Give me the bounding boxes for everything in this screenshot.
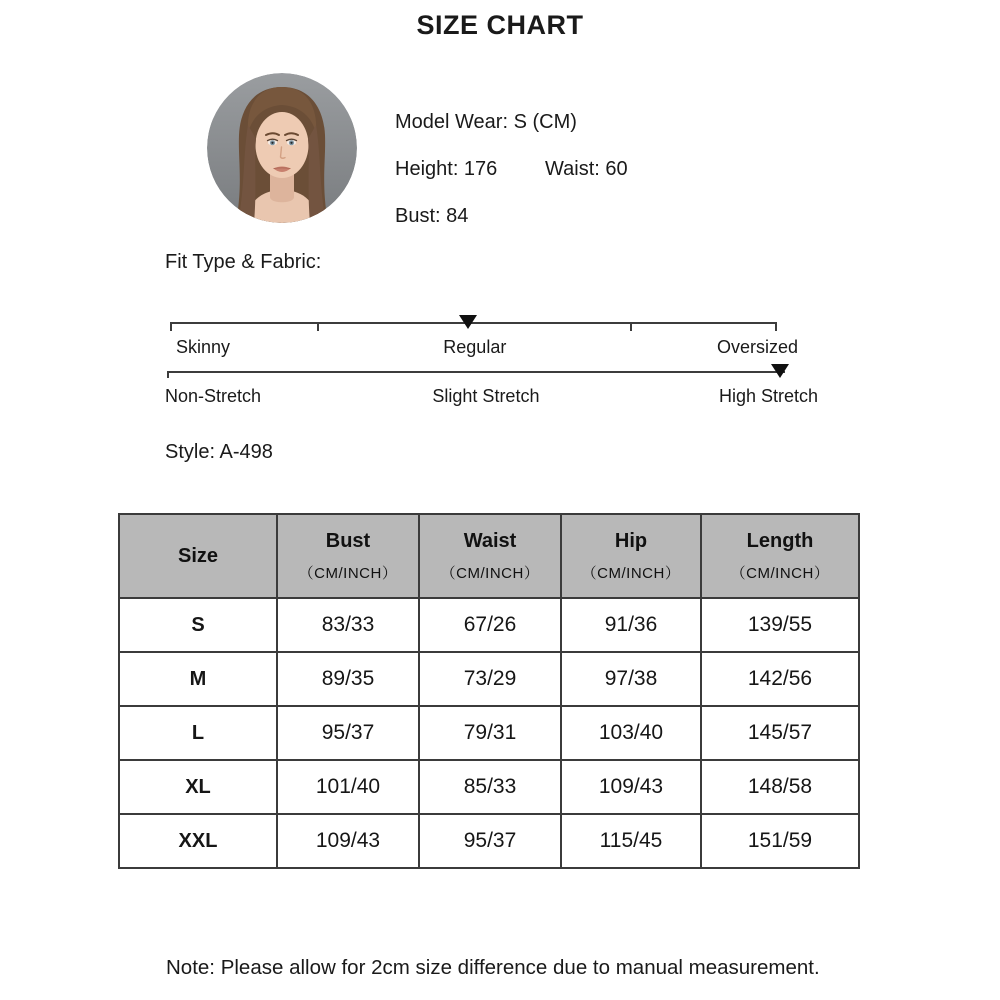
- fit-type-fabric-label: Fit Type & Fabric:: [165, 251, 322, 273]
- fit-fabric-scales: [165, 315, 820, 411]
- fit-scale-tick: [317, 322, 319, 331]
- stretch-triangle-marker-icon: [771, 364, 789, 378]
- table-cell: 101/40: [277, 760, 419, 814]
- fit-scale-tick: [170, 322, 172, 331]
- column-header-waist: [419, 514, 561, 598]
- style-code-text: Style: A-498: [165, 441, 273, 463]
- size-table: [118, 513, 860, 869]
- stretch-label-non-stretch: Non-Stretch: [165, 386, 262, 406]
- fit-label-skinny: Skinny: [176, 337, 231, 357]
- column-header-size: [119, 514, 277, 598]
- column-header-length: [701, 514, 859, 598]
- table-cell: 95/37: [277, 706, 419, 760]
- table-cell: 115/45: [561, 814, 701, 868]
- model-bust-text: Bust: 84: [395, 205, 469, 227]
- table-cell: 79/31: [419, 706, 561, 760]
- table-cell: 145/57: [701, 706, 859, 760]
- table-header-row: [119, 514, 859, 598]
- column-label: Length: [746, 529, 814, 552]
- model-photo: [207, 73, 357, 223]
- column-unit-label: （CM/INCH）: [730, 564, 830, 582]
- model-wear-text: Model Wear: S (CM): [395, 111, 577, 133]
- size-cell: L: [119, 706, 277, 760]
- column-label: Bust: [325, 529, 371, 552]
- table-cell: 85/33: [419, 760, 561, 814]
- table-row-xxl: [119, 814, 859, 868]
- table-row-s: [119, 598, 859, 652]
- fit-label-regular: Regular: [443, 337, 507, 357]
- table-cell: 89/35: [277, 652, 419, 706]
- table-cell: 91/36: [561, 598, 701, 652]
- table-cell: 142/56: [701, 652, 859, 706]
- size-cell: XXL: [119, 814, 277, 868]
- fit-scale-tick: [630, 322, 632, 331]
- size-cell: XL: [119, 760, 277, 814]
- size-cell: S: [119, 598, 277, 652]
- fit-label-oversized: Oversized: [716, 337, 798, 357]
- stretch-scale-line: [167, 371, 785, 373]
- woman-portrait-icon: [207, 73, 357, 223]
- page-title: SIZE CHART: [416, 10, 584, 40]
- table-row-l: [119, 706, 859, 760]
- model-waist-text: Waist: 60: [545, 158, 628, 180]
- column-header-bust: [277, 514, 419, 598]
- table-row-m: [119, 652, 859, 706]
- table-cell: 151/59: [701, 814, 859, 868]
- table-cell: 109/43: [277, 814, 419, 868]
- table-cell: 73/29: [419, 652, 561, 706]
- table-cell: 148/58: [701, 760, 859, 814]
- table-cell: 67/26: [419, 598, 561, 652]
- stretch-label-slight-stretch: Slight Stretch: [432, 386, 540, 406]
- column-unit-label: （CM/INCH）: [298, 564, 398, 582]
- table-cell: 103/40: [561, 706, 701, 760]
- stretch-scale-tick: [167, 371, 169, 378]
- model-height-text: Height: 176: [395, 158, 498, 180]
- fit-scale-labels: [165, 337, 820, 359]
- table-cell: 109/43: [561, 760, 701, 814]
- column-label: Size: [177, 544, 219, 567]
- column-unit-label: （CM/INCH）: [440, 564, 540, 582]
- stretch-scale-labels: [165, 386, 820, 408]
- table-cell: 83/33: [277, 598, 419, 652]
- stretch-label-high-stretch: High Stretch: [718, 386, 818, 406]
- fit-scale-line: [170, 322, 777, 324]
- table-cell: 139/55: [701, 598, 859, 652]
- column-unit-label: （CM/INCH）: [581, 564, 681, 582]
- measurement-note-text: Note: Please allow for 2cm size difference due to manual measurement.: [166, 956, 820, 979]
- table-row-xl: [119, 760, 859, 814]
- column-header-hip: [561, 514, 701, 598]
- table-cell: 95/37: [419, 814, 561, 868]
- fit-scale-tick: [775, 322, 777, 331]
- fit-triangle-marker-icon: [459, 315, 477, 329]
- column-label: Waist: [463, 529, 517, 552]
- size-cell: M: [119, 652, 277, 706]
- table-cell: 97/38: [561, 652, 701, 706]
- column-label: Hip: [614, 529, 648, 552]
